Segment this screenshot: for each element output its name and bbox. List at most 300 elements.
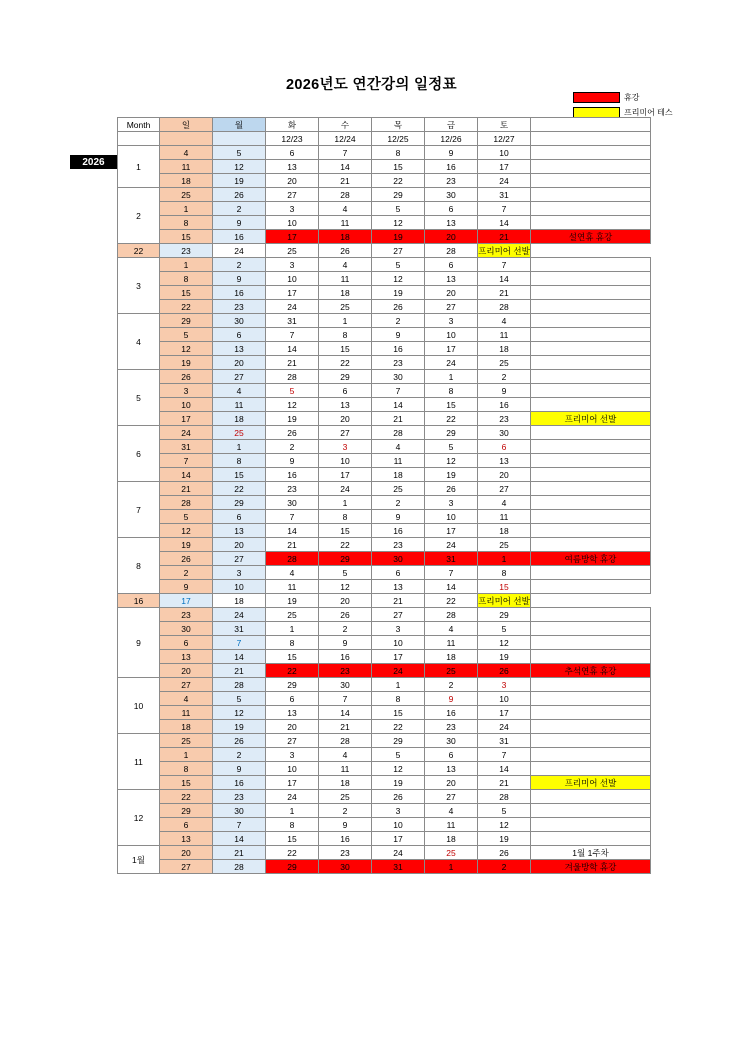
- day-cell: 26: [372, 300, 425, 314]
- day-cell: 29: [478, 608, 531, 622]
- day-cell: 18: [425, 832, 478, 846]
- day-cell: 14: [266, 342, 319, 356]
- day-cell: 30: [425, 188, 478, 202]
- table-row: [118, 356, 651, 370]
- day-cell: 4: [425, 804, 478, 818]
- day-cell: 10: [478, 146, 531, 160]
- day-cell: 13: [425, 216, 478, 230]
- day-cell: 19: [160, 538, 213, 552]
- day-cell: 10: [213, 580, 266, 594]
- day-cell: 6: [478, 440, 531, 454]
- day-cell: 22: [266, 846, 319, 860]
- day-cell: 28: [372, 426, 425, 440]
- day-cell: 1: [266, 622, 319, 636]
- day-cell: 27: [372, 244, 425, 258]
- day-cell: 17: [478, 160, 531, 174]
- day-cell: 29: [372, 734, 425, 748]
- day-cell: 7: [372, 384, 425, 398]
- table-row: [118, 328, 651, 342]
- day-cell: 10: [160, 398, 213, 412]
- day-cell: 7: [425, 566, 478, 580]
- day-cell: [213, 132, 266, 146]
- day-cell: 3: [478, 678, 531, 692]
- table-row: [118, 580, 651, 594]
- day-cell: 26: [160, 370, 213, 384]
- day-cell: 11: [160, 160, 213, 174]
- table-row: [118, 776, 651, 790]
- table-row: [118, 720, 651, 734]
- day-cell: 8: [478, 566, 531, 580]
- day-cell: 12: [213, 160, 266, 174]
- day-cell: 3: [319, 440, 372, 454]
- table-row: [118, 594, 651, 608]
- day-cell: 19: [372, 776, 425, 790]
- day-cell: 21: [372, 594, 425, 608]
- day-cell: 22: [319, 538, 372, 552]
- day-cell: 20: [319, 594, 372, 608]
- day-cell: 23: [478, 412, 531, 426]
- day-cell: 13: [160, 650, 213, 664]
- day-cell: 16: [425, 160, 478, 174]
- day-cell: 4: [478, 314, 531, 328]
- day-cell: 25: [425, 846, 478, 860]
- day-cell: 25: [266, 244, 319, 258]
- day-cell: 12: [266, 398, 319, 412]
- day-cell: 1: [213, 440, 266, 454]
- header-day-thu: 목: [372, 118, 425, 132]
- table-row: [118, 398, 651, 412]
- day-cell: 9: [213, 762, 266, 776]
- day-cell: 4: [319, 202, 372, 216]
- day-cell: 12/23: [266, 132, 319, 146]
- day-cell: 13: [425, 762, 478, 776]
- note-cell: [531, 622, 651, 636]
- day-cell: 1: [160, 202, 213, 216]
- table-row: [118, 370, 651, 384]
- day-cell: 19: [266, 412, 319, 426]
- day-cell: 6: [266, 692, 319, 706]
- day-cell: 18: [319, 776, 372, 790]
- note-cell: [531, 188, 651, 202]
- day-cell: 16: [266, 468, 319, 482]
- day-cell: 18: [425, 650, 478, 664]
- day-cell: 22: [118, 244, 160, 258]
- note-cell: [531, 832, 651, 846]
- month-cell: 10: [118, 678, 160, 734]
- day-cell: 8: [160, 762, 213, 776]
- day-cell: 27: [213, 370, 266, 384]
- day-cell: 15: [213, 468, 266, 482]
- day-cell: 29: [319, 552, 372, 566]
- day-cell: 11: [213, 398, 266, 412]
- day-cell: 15: [319, 524, 372, 538]
- day-cell: 31: [425, 552, 478, 566]
- table-row: [118, 216, 651, 230]
- note-cell: [531, 356, 651, 370]
- day-cell: 30: [213, 314, 266, 328]
- header-note: [531, 118, 651, 132]
- day-cell: 3: [266, 202, 319, 216]
- table-row: [118, 552, 651, 566]
- note-cell: [531, 286, 651, 300]
- header-day-sat: 토: [478, 118, 531, 132]
- day-cell: 19: [425, 468, 478, 482]
- header-day-tue: 화: [266, 118, 319, 132]
- day-cell: 14: [478, 216, 531, 230]
- day-cell: 8: [213, 454, 266, 468]
- day-cell: 9: [425, 692, 478, 706]
- table-row: [118, 860, 651, 874]
- day-cell: 18: [478, 342, 531, 356]
- note-cell: [531, 608, 651, 622]
- note-cell: [531, 524, 651, 538]
- month-cell: 6: [118, 426, 160, 482]
- day-cell: 4: [319, 748, 372, 762]
- day-cell: 26: [319, 244, 372, 258]
- day-cell: 27: [266, 734, 319, 748]
- day-cell: 19: [372, 286, 425, 300]
- table-row: [118, 384, 651, 398]
- day-cell: 28: [478, 300, 531, 314]
- day-cell: 5: [160, 328, 213, 342]
- day-cell: 6: [213, 328, 266, 342]
- day-cell: 21: [478, 286, 531, 300]
- note-cell: [531, 692, 651, 706]
- day-cell: 11: [266, 580, 319, 594]
- day-cell: 29: [425, 426, 478, 440]
- legend-item-holiday: [573, 91, 733, 104]
- day-cell: 24: [478, 720, 531, 734]
- day-cell: 31: [372, 860, 425, 874]
- day-cell: 22: [160, 300, 213, 314]
- day-cell: 22: [213, 482, 266, 496]
- header-month: Month: [118, 118, 160, 132]
- note-cell: [531, 566, 651, 580]
- day-cell: 9: [213, 272, 266, 286]
- day-cell: 20: [425, 776, 478, 790]
- note-cell: [531, 580, 651, 594]
- day-cell: 9: [478, 384, 531, 398]
- day-cell: 27: [478, 482, 531, 496]
- day-cell: 17: [319, 468, 372, 482]
- day-cell: 5: [478, 804, 531, 818]
- table-row: [118, 300, 651, 314]
- note-cell: [531, 468, 651, 482]
- day-cell: 25: [160, 734, 213, 748]
- day-cell: 23: [372, 538, 425, 552]
- day-cell: 8: [425, 384, 478, 398]
- day-cell: 9: [425, 146, 478, 160]
- day-cell: 8: [160, 216, 213, 230]
- day-cell: 1: [425, 370, 478, 384]
- note-cell: [531, 720, 651, 734]
- note-cell: [531, 398, 651, 412]
- day-cell: 17: [478, 706, 531, 720]
- day-cell: 15: [160, 230, 213, 244]
- day-cell: 4: [160, 146, 213, 160]
- day-cell: 4: [213, 384, 266, 398]
- legend-swatch-holiday: [573, 92, 620, 103]
- day-cell: 29: [266, 860, 319, 874]
- day-cell: 12: [213, 706, 266, 720]
- day-cell: 9: [372, 510, 425, 524]
- day-cell: 10: [319, 454, 372, 468]
- note-cell: [531, 510, 651, 524]
- table-row: [118, 804, 651, 818]
- day-cell: 4: [319, 258, 372, 272]
- legend-label-premier: 프리미어 테스: [624, 108, 673, 117]
- day-cell: 18: [319, 230, 372, 244]
- day-cell: 25: [319, 790, 372, 804]
- day-cell: 11: [319, 216, 372, 230]
- day-cell: 2: [478, 370, 531, 384]
- day-cell: 23: [319, 846, 372, 860]
- note-cell: 프리미어 선발: [531, 412, 651, 426]
- day-cell: 11: [160, 706, 213, 720]
- calendar-body: [118, 132, 651, 874]
- day-cell: 26: [425, 482, 478, 496]
- note-cell: [531, 818, 651, 832]
- day-cell: 22: [372, 720, 425, 734]
- day-cell: 4: [160, 692, 213, 706]
- day-cell: 28: [266, 370, 319, 384]
- day-cell: 20: [266, 720, 319, 734]
- day-cell: 5: [266, 384, 319, 398]
- day-cell: 20: [266, 174, 319, 188]
- day-cell: 18: [372, 468, 425, 482]
- day-cell: 25: [478, 538, 531, 552]
- day-cell: 16: [372, 342, 425, 356]
- day-cell: 23: [425, 720, 478, 734]
- table-row: [118, 412, 651, 426]
- note-cell: [531, 384, 651, 398]
- day-cell: 2: [372, 496, 425, 510]
- day-cell: 7: [213, 636, 266, 650]
- header-row: [118, 118, 651, 132]
- day-cell: 1: [372, 678, 425, 692]
- day-cell: 17: [372, 832, 425, 846]
- table-row: [118, 440, 651, 454]
- day-cell: 5: [478, 622, 531, 636]
- day-cell: 20: [425, 230, 478, 244]
- note-cell: [531, 202, 651, 216]
- day-cell: 7: [478, 202, 531, 216]
- day-cell: 6: [372, 566, 425, 580]
- day-cell: 10: [425, 328, 478, 342]
- day-cell: 31: [478, 734, 531, 748]
- day-cell: 1: [160, 748, 213, 762]
- note-cell: [531, 300, 651, 314]
- day-cell: 24: [266, 790, 319, 804]
- day-cell: 19: [478, 832, 531, 846]
- day-cell: 1: [319, 496, 372, 510]
- day-cell: 2: [213, 748, 266, 762]
- day-cell: 9: [319, 818, 372, 832]
- day-cell: 2: [372, 314, 425, 328]
- day-cell: 31: [213, 622, 266, 636]
- table-row: [118, 678, 651, 692]
- day-cell: 4: [478, 496, 531, 510]
- day-cell: 21: [213, 664, 266, 678]
- day-cell: 6: [319, 384, 372, 398]
- day-cell: 5: [319, 566, 372, 580]
- day-cell: 16: [213, 776, 266, 790]
- day-cell: 14: [213, 650, 266, 664]
- day-cell: 10: [266, 216, 319, 230]
- note-cell: [531, 132, 651, 146]
- note-cell: [531, 748, 651, 762]
- note-cell: 설연휴 휴강: [531, 230, 651, 244]
- day-cell: 5: [372, 748, 425, 762]
- table-row: [118, 510, 651, 524]
- day-cell: 31: [160, 440, 213, 454]
- day-cell: 15: [160, 286, 213, 300]
- table-row: [118, 188, 651, 202]
- day-cell: 22: [425, 412, 478, 426]
- day-cell: 6: [160, 818, 213, 832]
- day-cell: 27: [160, 860, 213, 874]
- day-cell: 6: [425, 748, 478, 762]
- note-cell: 1월 1주차: [531, 846, 651, 860]
- day-cell: 26: [478, 846, 531, 860]
- legend-label-holiday: 휴강: [624, 93, 640, 102]
- table-row: [118, 314, 651, 328]
- note-cell: [531, 650, 651, 664]
- table-row: [118, 174, 651, 188]
- day-cell: 26: [319, 608, 372, 622]
- day-cell: 27: [266, 188, 319, 202]
- day-cell: 16: [425, 706, 478, 720]
- month-cell: 11: [118, 734, 160, 790]
- day-cell: 8: [372, 692, 425, 706]
- table-row: [118, 538, 651, 552]
- day-cell: 4: [266, 566, 319, 580]
- day-cell: 2: [213, 258, 266, 272]
- day-cell: 1: [319, 314, 372, 328]
- day-cell: 18: [213, 594, 266, 608]
- table-row: [118, 482, 651, 496]
- table-row: [118, 524, 651, 538]
- month-cell: 1: [118, 146, 160, 188]
- day-cell: 20: [319, 412, 372, 426]
- note-cell: [531, 258, 651, 272]
- note-cell: [531, 272, 651, 286]
- day-cell: 21: [319, 720, 372, 734]
- day-cell: 6: [425, 202, 478, 216]
- day-cell: 23: [319, 664, 372, 678]
- day-cell: 30: [425, 734, 478, 748]
- day-cell: 25: [213, 426, 266, 440]
- day-cell: 7: [213, 818, 266, 832]
- note-cell: [531, 216, 651, 230]
- note-cell: [531, 762, 651, 776]
- day-cell: 5: [160, 510, 213, 524]
- day-cell: 6: [425, 258, 478, 272]
- day-cell: 12: [319, 580, 372, 594]
- day-cell: 8: [319, 510, 372, 524]
- day-cell: 25: [425, 664, 478, 678]
- table-row: [118, 734, 651, 748]
- table-row: [118, 258, 651, 272]
- day-cell: 26: [478, 664, 531, 678]
- table-row: [118, 286, 651, 300]
- day-cell: 15: [266, 650, 319, 664]
- day-cell: 14: [478, 762, 531, 776]
- day-cell: [160, 132, 213, 146]
- day-cell: 4: [425, 622, 478, 636]
- day-cell: 12: [160, 524, 213, 538]
- day-cell: 2: [213, 202, 266, 216]
- day-cell: 13: [478, 454, 531, 468]
- day-cell: 21: [213, 846, 266, 860]
- day-cell: 14: [425, 580, 478, 594]
- day-cell: 31: [478, 188, 531, 202]
- day-cell: 24: [425, 538, 478, 552]
- table-row: [118, 496, 651, 510]
- day-cell: 11: [372, 454, 425, 468]
- day-cell: 24: [372, 664, 425, 678]
- day-cell: 20: [213, 356, 266, 370]
- day-cell: 31: [266, 314, 319, 328]
- day-cell: 18: [160, 720, 213, 734]
- day-cell: 11: [425, 818, 478, 832]
- day-cell: 29: [160, 314, 213, 328]
- day-cell: 18: [319, 286, 372, 300]
- day-cell: 21: [319, 174, 372, 188]
- day-cell: 17: [425, 342, 478, 356]
- year-tag: 2026: [70, 155, 117, 169]
- day-cell: 1: [478, 552, 531, 566]
- day-cell: 2: [425, 678, 478, 692]
- day-cell: 16: [372, 524, 425, 538]
- table-row: [118, 818, 651, 832]
- day-cell: 19: [160, 356, 213, 370]
- day-cell: 12/24: [319, 132, 372, 146]
- day-cell: 27: [425, 300, 478, 314]
- day-cell: 15: [478, 580, 531, 594]
- day-cell: 3: [213, 566, 266, 580]
- day-cell: 19: [266, 594, 319, 608]
- table-row: [118, 664, 651, 678]
- day-cell: 5: [372, 258, 425, 272]
- day-cell: 15: [425, 398, 478, 412]
- day-cell: 30: [478, 426, 531, 440]
- day-cell: 29: [372, 188, 425, 202]
- day-cell: 19: [213, 720, 266, 734]
- day-cell: 21: [160, 482, 213, 496]
- day-cell: 30: [319, 678, 372, 692]
- day-cell: 28: [160, 496, 213, 510]
- note-cell: [531, 160, 651, 174]
- day-cell: 17: [160, 594, 213, 608]
- day-cell: 12: [372, 216, 425, 230]
- day-cell: 23: [425, 174, 478, 188]
- day-cell: 11: [478, 510, 531, 524]
- day-cell: 3: [425, 496, 478, 510]
- day-cell: 13: [160, 832, 213, 846]
- calendar-header: [118, 118, 651, 132]
- day-cell: 29: [160, 804, 213, 818]
- table-row: [118, 636, 651, 650]
- day-cell: 10: [425, 510, 478, 524]
- day-cell: 16: [319, 650, 372, 664]
- day-cell: 14: [478, 272, 531, 286]
- day-cell: 6: [213, 510, 266, 524]
- day-cell: 8: [319, 328, 372, 342]
- day-cell: 20: [478, 468, 531, 482]
- month-cell: 4: [118, 314, 160, 370]
- day-cell: 16: [319, 832, 372, 846]
